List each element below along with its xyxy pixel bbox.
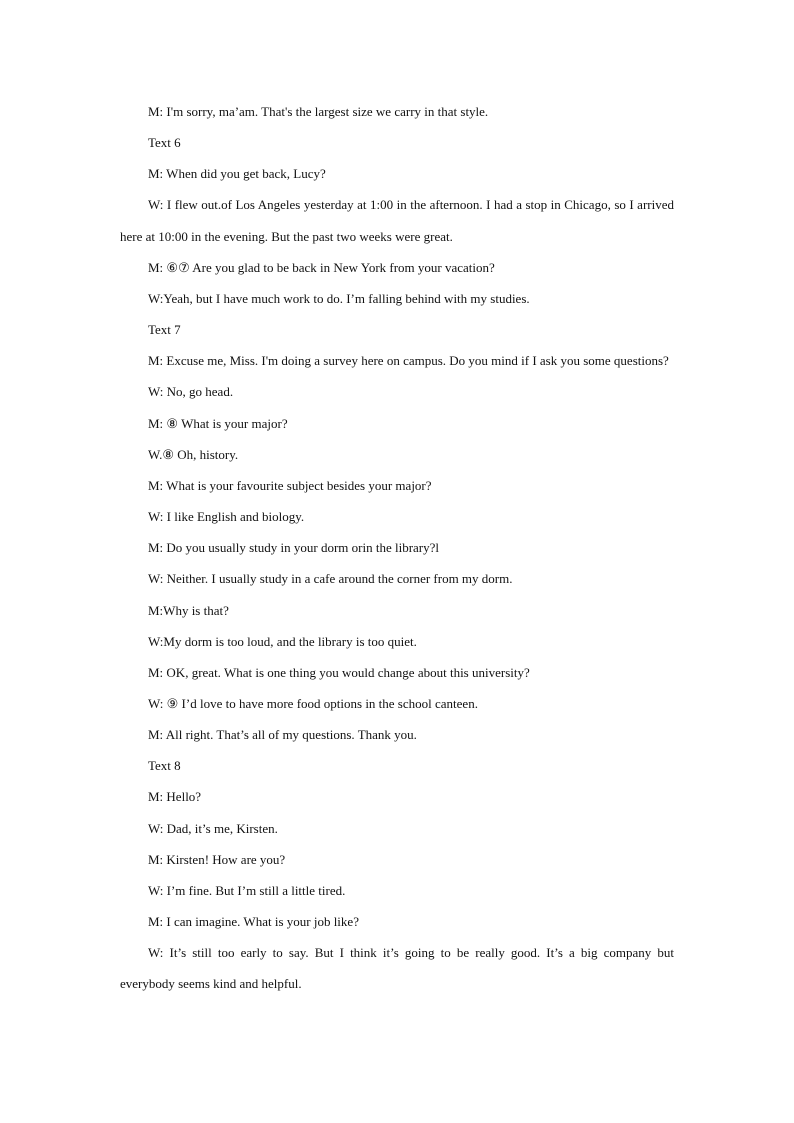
dialogue-line: M: Do you usually study in your dorm orin the library?l bbox=[148, 540, 440, 556]
section-heading-text-7: Text 7 bbox=[148, 322, 181, 338]
dialogue-line: W: It’s still too early to say. But I think it’s going to be really good. It’s a big company but everybody seems kind and helpful. bbox=[120, 945, 674, 992]
dialogue-line: W: I like English and biology. bbox=[148, 509, 305, 525]
dialogue-line: M:Why is that? bbox=[148, 602, 229, 618]
section-heading-text-6: Text 6 bbox=[148, 135, 181, 151]
dialogue-line: W.⑧ Oh, history. bbox=[148, 446, 239, 462]
dialogue-line: M: OK, great. What is one thing you would change about this university? bbox=[148, 664, 530, 680]
dialogue-line: W: Neither. I usually study in a cafe around the corner from my dorm. bbox=[148, 571, 513, 587]
dialogue-line: M: What is your favourite subject besides your major? bbox=[148, 477, 432, 493]
dialogue-line: M: I'm sorry, ma’am. That's the largest size we carry in that style. bbox=[148, 104, 489, 119]
dialogue-line: W: ⑨ I’d love to have more food options in the school canteen. bbox=[148, 695, 478, 711]
dialogue-line: W: No, go head. bbox=[148, 384, 234, 400]
dialogue-line: M: ⑧ What is your major? bbox=[148, 415, 288, 431]
dialogue-line: M: Kirsten! How are you? bbox=[148, 851, 286, 867]
dialogue-line: W: I flew out.of Los Angeles yesterday at 1:00 in the afternoon. I had a stop in Chicago, so I arrived here at 10:00 in the evening. But the past two weeks were great. bbox=[120, 197, 674, 244]
dialogue-line: M: I can imagine. What is your job like? bbox=[148, 914, 359, 930]
dialogue-line: M: Excuse me, Miss. I'm doing a survey here on campus. Do you mind if I ask you some questions? bbox=[148, 353, 669, 369]
dialogue-line: M: ⑥⑦ Are you glad to be back in New York from your vacation? bbox=[148, 259, 495, 275]
dialogue-line: W:My dorm is too loud, and the library is too quiet. bbox=[148, 633, 417, 649]
section-heading-text-8: Text 8 bbox=[148, 758, 181, 774]
dialogue-line: W:Yeah, but I have much work to do. I’m falling behind with my studies. bbox=[148, 290, 530, 306]
dialogue-line: M: Hello? bbox=[148, 789, 202, 805]
dialogue-line: W: I’m fine. But I’m still a little tired. bbox=[148, 882, 346, 898]
dialogue-line: M: All right. That’s all of my questions. Thank you. bbox=[148, 727, 417, 743]
dialogue-line: M: When did you get back, Lucy? bbox=[148, 166, 326, 182]
document-page bbox=[120, 96, 674, 1000]
dialogue-line: W: Dad, it’s me, Kirsten. bbox=[148, 820, 278, 836]
